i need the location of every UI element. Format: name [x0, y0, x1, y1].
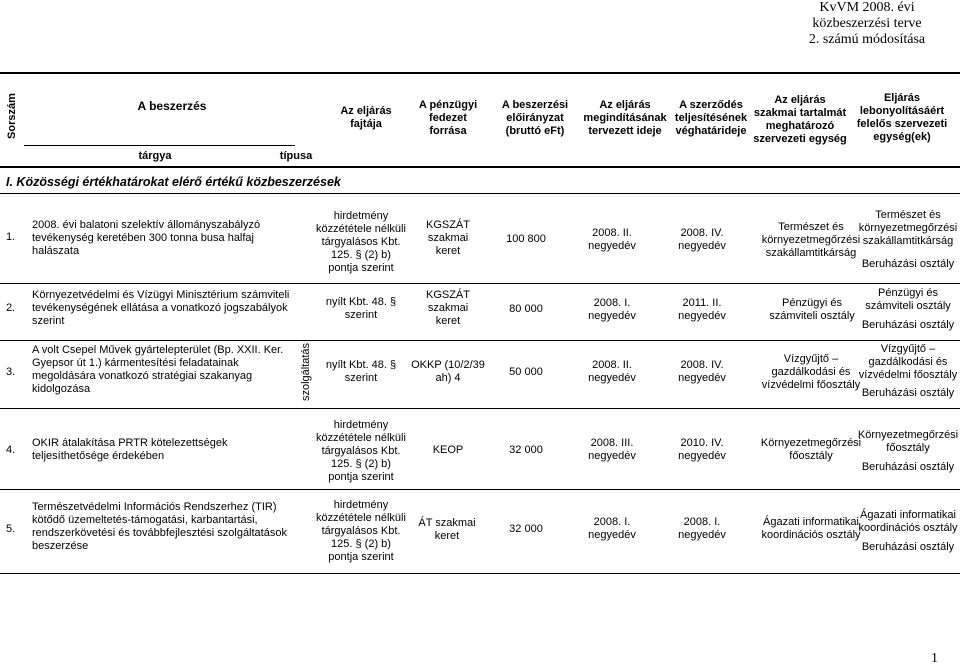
row-1-num: 1. — [6, 230, 16, 243]
row-5-forras: ÁT szakmai keret — [418, 517, 476, 542]
row-5-szakmai: Ágazati informatikai koordinációs osztály — [761, 516, 861, 541]
row-4-szakmai: Környezetmegőrzési főosztály — [760, 437, 862, 462]
row-5-megindit: 2008. I. negyedév — [588, 516, 636, 541]
row-separator — [0, 283, 960, 284]
column-header-veghatarido: A szerződés teljesítésének véghatárideje — [674, 98, 748, 137]
row-1-veghatarido: 2008. IV. negyedév — [678, 227, 726, 252]
row-separator — [0, 340, 960, 341]
column-header-szakmai-tartalom: Az eljárás szakmai tartalmát meghatározó szervezeti egység — [753, 94, 847, 145]
row-5-targya: Természetvédelmi Információs Rendszerhez (TIR) kötődő üzemeltetés-támogatási, karbantartási, rendszerkövetési és továbbfejlesztési szolgáltatások beszerzése — [32, 501, 287, 552]
column-header-lebonyolitas: Eljárás lebonyolításáért felelős szervezeti egység(ek) — [856, 92, 948, 143]
row-4-lebonyolito: Környezetmegőrzési főosztály — [857, 429, 959, 454]
row-1-forras: KGSZÁT szakmai keret — [425, 218, 470, 257]
row-2-veghatarido: 2011. II. negyedév — [678, 297, 726, 322]
section-divider — [0, 193, 960, 194]
row-1-fajtaja: hirdetmény közzététele nélküli tárgyalásos Kbt. 125. § (2) b) pontja szerint — [316, 209, 406, 274]
row-2-eloiranyzat: 80 000 — [509, 302, 543, 315]
row-3-fajtaja: nyílt Kbt. 48. § szerint — [325, 359, 397, 384]
row-separator — [0, 408, 960, 409]
row-2-targya: Környezetvédelmi és Vízügyi Minisztérium számviteli tevékenységének ellátása a vonatkozó jogszabályok szerint — [32, 288, 290, 327]
row-5-eloiranyzat: 32 000 — [509, 522, 543, 535]
row-5-lebonyolito-2: Beruházási osztály — [861, 540, 955, 553]
row-5-num: 5. — [6, 522, 16, 535]
row-4-num: 4. — [6, 443, 16, 456]
row-2-lebonyolito-2: Beruházási osztály — [861, 318, 955, 331]
row-4-targya: OKIR átalakítása PRTR kötelezettségek teljesíthetősége érdekében — [32, 437, 228, 462]
row-3-targya: A volt Csepel Művek gyártelepterület (Bp. XXII. Ker. Gyepsor út 1.) kármentesítési feladatainak megoldására vonatkozó stratégiai szakanyag kidolgozása — [32, 344, 284, 395]
row-5-veghatarido: 2008. I. negyedév — [678, 516, 726, 541]
row-3-megindit: 2008. II. negyedév — [588, 359, 636, 384]
row-1-targya: 2008. évi balatoni szelektív állományszabályzó tevékenység keretében 300 tonna busa halfaj halászata — [32, 218, 261, 257]
row-2-forras: KGSZÁT szakmai keret — [425, 288, 470, 327]
row-2-megindit: 2008. I. negyedév — [588, 297, 636, 322]
row-3-lebonyolito-2: Beruházási osztály — [861, 386, 955, 399]
row-3-num: 3. — [6, 365, 16, 378]
row-4-forras: KEOP — [432, 443, 464, 456]
row-1-lebonyolito-2: Beruházási osztály — [861, 257, 955, 270]
row-4-megindit: 2008. III. negyedév — [588, 437, 636, 462]
column-header-sorszam: Sorszám — [6, 93, 18, 139]
column-header-targya: tárgya — [138, 149, 172, 162]
table-top-border — [0, 72, 960, 74]
row-1-eloiranyzat: 100 800 — [506, 232, 546, 245]
row-4-lebonyolito-2: Beruházási osztály — [861, 460, 955, 473]
column-header-eljaras-fajtaja: Az eljárás fajtája — [340, 105, 392, 130]
row-5-lebonyolito: Ágazati informatikai koordinációs osztály — [858, 509, 958, 534]
row-4-fajtaja: hirdetmény közzététele nélküli tárgyalásos Kbt. 125. § (2) b) pontja szerint — [316, 418, 406, 483]
column-header-penzugyi-fedezet: A pénzügyi fedezet forrása — [418, 98, 478, 137]
row-2-num: 2. — [6, 301, 16, 314]
page-number: 1 — [931, 651, 938, 666]
table-bottom-border — [0, 573, 960, 574]
column-header-megindit: Az eljárás megindításának tervezett ideje — [583, 98, 667, 137]
row-5-fajtaja: hirdetmény közzététele nélküli tárgyalásos Kbt. 125. § (2) b) pontja szerint — [316, 498, 406, 563]
row-3-szakmai: Vízgyűjtő – gazdálkodási és vízvédelmi főosztály — [761, 352, 861, 391]
document-subtitle: 2. számú módosítása — [808, 32, 926, 47]
row-separator — [0, 489, 960, 490]
row-3-forras: OKKP (10/2/39 ah) 4 — [411, 359, 485, 384]
column-header-tipusa: típusa — [279, 149, 313, 162]
row-2-szakmai: Pénzügyi és számviteli osztály — [769, 297, 855, 322]
section-title: I. Közösségi értékhatárokat elérő értékű közbeszerzések — [6, 175, 341, 189]
document-title: KvVM 2008. évi közbeszerzési terve — [812, 0, 922, 31]
row-1-lebonyolito: Természet és környezetmegőrzési szakállamtitkárság — [858, 208, 958, 247]
row-2-fajtaja: nyílt Kbt. 48. § szerint — [325, 296, 397, 321]
row-1-szakmai: Természet és környezetmegőrzési szakállamtitkárság — [761, 220, 861, 259]
row-4-veghatarido: 2010. IV. negyedév — [678, 437, 726, 462]
header-bottom-border — [0, 166, 960, 168]
header-divider — [24, 145, 295, 146]
row-3-eloiranyzat: 50 000 — [509, 365, 543, 378]
column-header-beszerzes: A beszerzés — [137, 98, 207, 113]
document-header — [782, 0, 952, 48]
row-3-lebonyolito: Vízgyűjtő – gazdálkodási és vízvédelmi főosztály — [858, 342, 958, 381]
row-4-eloiranyzat: 32 000 — [509, 443, 543, 456]
row-1-megindit: 2008. II. negyedév — [588, 227, 636, 252]
row-2-lebonyolito: Pénzügyi és számviteli osztály — [865, 287, 951, 312]
column-header-eloiranyzat: A beszerzési előirányzat (bruttó eFt) — [501, 98, 569, 137]
row-3-veghatarido: 2008. IV. negyedév — [678, 359, 726, 384]
row-3-tipusa: szolgáltatás — [300, 342, 312, 402]
